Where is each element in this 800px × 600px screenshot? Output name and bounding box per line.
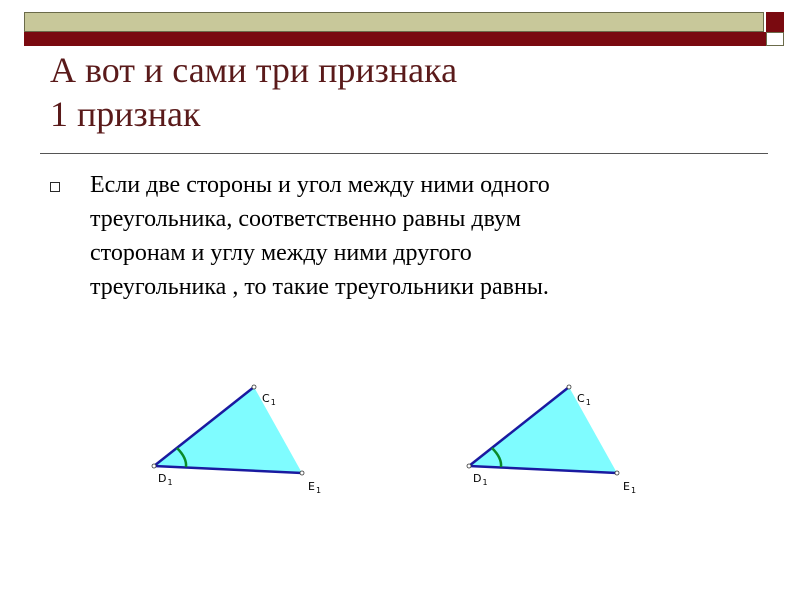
triangle-right-label-e: [623, 480, 636, 493]
bullet-line-4: треугольника , то такие треугольники равны.: [90, 274, 549, 300]
triangle-right-label-e-letter: E: [623, 480, 630, 493]
triangle-right-label-e-sub: 1: [630, 486, 637, 495]
header-corner-box-top: [766, 12, 784, 32]
triangle-left-label-d-sub: 1: [167, 478, 173, 487]
triangle-left-label-c-sub: 1: [270, 398, 276, 407]
triangle-right-label-c-sub: 1: [585, 398, 591, 407]
triangle-figure-right: [455, 370, 655, 510]
triangle-right-label-d-sub: 1: [482, 478, 488, 487]
triangle-left-label-e-sub: 1: [315, 486, 322, 495]
bullet-square-icon: [50, 182, 60, 192]
bullet-text: [90, 168, 710, 304]
triangle-left-vertex-c: [252, 385, 256, 389]
triangle-left-label-e: [308, 480, 321, 493]
triangle-right-label-d-letter: D: [473, 472, 482, 485]
triangle-right-fill: [469, 387, 617, 473]
title-divider: [40, 153, 768, 154]
triangle-right-vertex-e: [615, 471, 619, 475]
triangle-left-label-e-letter: E: [308, 480, 315, 493]
header-bar-olive: [24, 12, 764, 32]
bullet-line-2: треугольника, соответственно равны двум: [90, 206, 521, 232]
triangle-right-label-c: [577, 392, 591, 405]
header-corner-box-bottom: [766, 32, 784, 46]
triangle-right-vertex-d: [467, 464, 471, 468]
slide-title-line-1: А вот и сами три признака: [50, 50, 458, 90]
triangle-left-fill: [154, 387, 302, 473]
triangle-left-vertex-d: [152, 464, 156, 468]
header-bar-maroon: [24, 32, 766, 46]
triangle-left-label-d-letter: D: [158, 472, 167, 485]
bullet-line-3: сторонам и углу между ними другого: [90, 240, 472, 266]
slide-title-line-2: 1 признак: [50, 94, 201, 134]
triangle-right-label-d: [473, 472, 488, 485]
triangle-left-label-d: [158, 472, 173, 485]
triangle-right-label-c-letter: C: [577, 392, 585, 405]
triangle-left-label-c: [262, 392, 276, 405]
triangle-right-vertex-c: [567, 385, 571, 389]
triangle-figure-left: [140, 370, 340, 510]
triangle-left-vertex-e: [300, 471, 304, 475]
bullet-line-1: Если две стороны и угол между ними одного: [90, 172, 550, 198]
slide-title: [50, 48, 750, 136]
triangle-left-label-c-letter: C: [262, 392, 270, 405]
